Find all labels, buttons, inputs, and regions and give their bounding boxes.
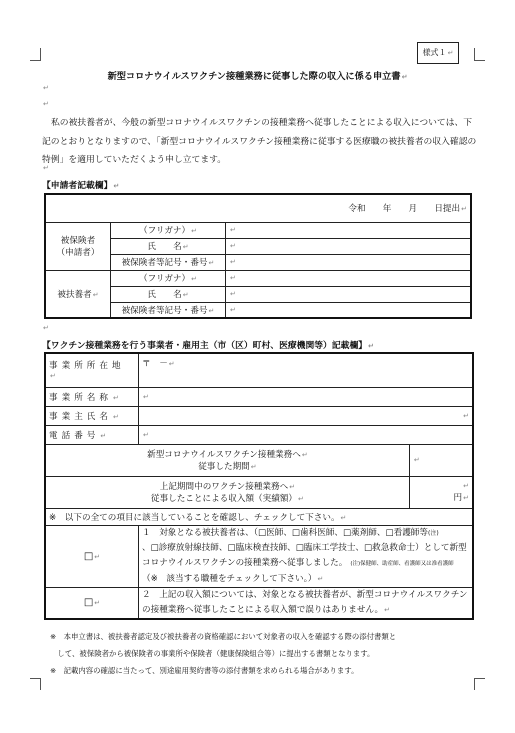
dependent-number-label: 被保険者等記号・番号↵ <box>111 302 226 318</box>
income-amount-label: 上記期間中のワクチン接種業務へ↵ 従事したことによる収入額（実績額）↵ <box>45 476 409 508</box>
confirmation-note: ※ 以下の全ての項目に該当していることを確認し、チェックして下さい。↵ <box>45 508 473 525</box>
income-amount-field[interactable]: ↵ 円↵ <box>409 476 473 508</box>
item1-checkbox[interactable]: □↵ <box>45 525 139 587</box>
submission-date[interactable]: 令和 年 月 日提出↵ <box>45 194 471 222</box>
dependent-label: 被扶養者↵ <box>45 270 111 318</box>
footnote-line: ※ 本申立書は、被扶養者認定及び被扶養者の資格確認において対象者の収入を確認する際の添付書類と <box>50 632 397 641</box>
insured-furigana-label: （フリガナ）↵ <box>111 222 226 238</box>
paragraph-mark: ↵ <box>43 100 49 108</box>
intro-paragraph: 私の被扶養者が、今般の新型コロナウイルスワクチンの接種業務へ従事したことによる収入については、下記のとおりとなりますので、「新型コロナウイルスワクチン接種業務に従事する医療職の被扶養者の収入確認の特例」を適用していただくよう申し立てます。 <box>42 118 477 165</box>
footnotes <box>50 628 490 679</box>
work-period-field[interactable]: ↵ <box>409 444 473 476</box>
form-label: 様式１↵ <box>417 42 459 64</box>
office-address-field[interactable]: 〒 －↵ <box>139 353 474 387</box>
item1-text: １ 対象となる被扶養者は、（□医師、□歯科医師、□薬剤師、□看護師等(注) 、□診療放射線技師、□臨床検査技師、□臨床工学技士、□救急救命士）として新型コロナウイルスワクチンの接種業務へ従事しました。 (注)保健師、助産師、看護師又は准看護師 （※ 該当する職種をチェックして下さい。）↵ <box>139 525 474 587</box>
office-name-field[interactable]: ↵ <box>139 387 474 406</box>
dependent-name-label: 氏 名↵ <box>111 286 226 302</box>
item2-checkbox[interactable]: □↵ <box>45 587 139 619</box>
crop-mark <box>40 48 41 60</box>
dependent-furigana-field[interactable]: ↵ <box>226 270 472 286</box>
insured-furigana-field[interactable]: ↵ <box>226 222 472 238</box>
employer-table <box>44 352 474 620</box>
paragraph-mark: ↵ <box>43 84 49 92</box>
document-title: 新型コロナウイルスワクチン接種業務に従事した際の収入に係る申立書↵ <box>107 71 408 82</box>
insured-name-field[interactable]: ↵ <box>226 238 472 254</box>
dependent-furigana-label: （フリガナ）↵ <box>111 270 226 286</box>
crop-mark <box>30 678 41 679</box>
crop-mark <box>40 678 41 690</box>
phone-field[interactable]: ↵ <box>139 425 474 444</box>
insured-number-field[interactable]: ↵ <box>226 254 472 270</box>
insured-name-label: 氏 名↵ <box>111 238 226 254</box>
owner-name-field[interactable]: ↵ <box>139 406 474 425</box>
crop-mark <box>30 60 41 61</box>
insured-person-label: 被保険者 （申請者） <box>45 222 111 270</box>
phone-label: 電話番号↵ <box>45 425 139 444</box>
crop-mark <box>474 60 485 61</box>
applicant-section-heading: 【申請者記載欄】↵ <box>42 181 120 191</box>
employer-section-heading: 【ワクチン接種業務を行う事業者・雇用主（市（区）町村、医療機関等）記載欄】↵ <box>42 341 374 351</box>
applicant-table <box>44 193 472 319</box>
work-period-label: 新型コロナウイルスワクチン接種業務へ↵ 従事した期間↵ <box>45 444 409 476</box>
paragraph-mark: ↵ <box>43 164 49 172</box>
footnote-line: ※ 記載内容の確認に当たって、別途雇用契約書等の添付書類を求められる場合があります。 <box>50 666 359 675</box>
insured-number-label: 被保険者等記号・番号↵ <box>111 254 226 270</box>
dependent-number-field[interactable]: ↵ <box>226 302 472 318</box>
office-name-label: 事業所名称↵ <box>45 387 139 406</box>
paragraph-mark: ↵ <box>43 324 49 332</box>
crop-mark <box>474 48 475 60</box>
item2-text: ２ 上記の収入額については、対象となる被扶養者が、新型コロナウイルスワクチンの接種業務へ従事したことによる収入額で誤りはありません。↵ <box>139 587 474 619</box>
crop-mark <box>474 678 475 690</box>
owner-name-label: 事業主氏名↵ <box>45 406 139 425</box>
dependent-name-field[interactable]: ↵ <box>226 286 472 302</box>
footnote-line: して、被保険者から被保険者の事業所や保険者（健康保険組合等）に提出する書類となります。 <box>50 649 375 658</box>
office-address-label: 事業所所在地↵ <box>45 353 139 387</box>
